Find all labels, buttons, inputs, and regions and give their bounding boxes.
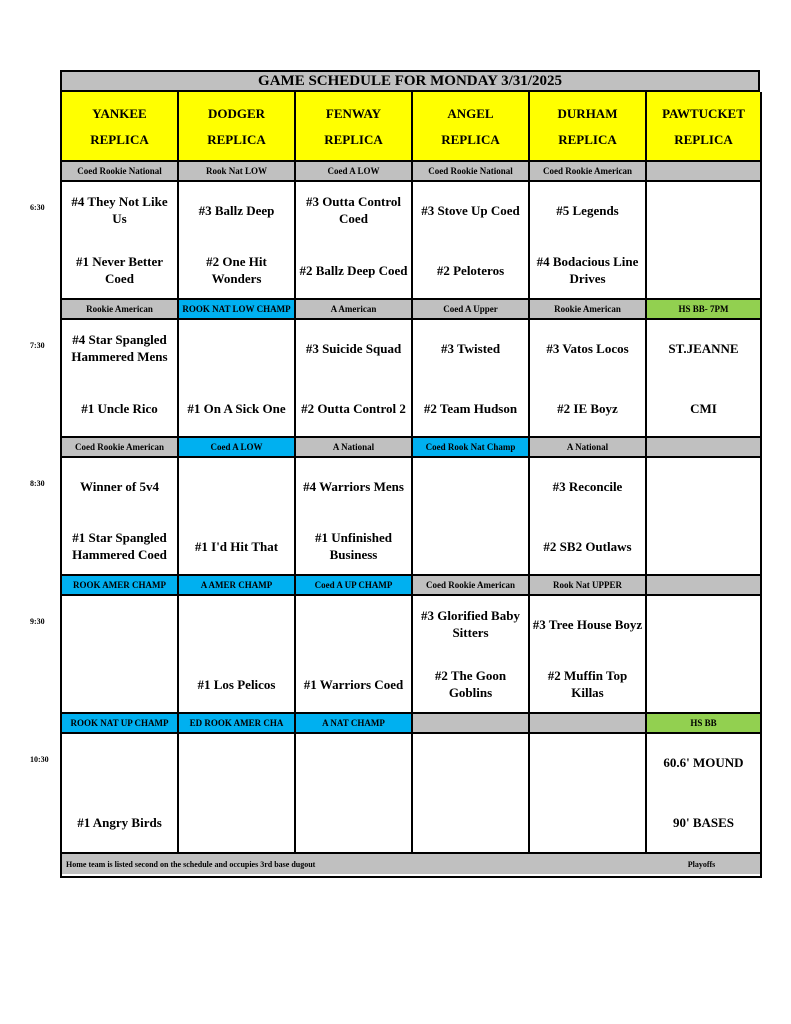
away-team (179, 456, 294, 516)
home-team: #1 Never Better Coed (75, 254, 164, 286)
away-team (62, 732, 177, 792)
away-team: #3 Twisted (440, 340, 501, 356)
away-team: #3 Suicide Squad (305, 340, 402, 356)
away-team: Winner of 5v4 (80, 478, 159, 494)
home-team: #2 SB2 Outlaws (543, 538, 632, 554)
division-label (647, 436, 760, 458)
field-name: FENWAY (325, 106, 382, 121)
game-cell (647, 594, 760, 714)
division-label: Coed A LOW (179, 436, 296, 458)
field-subtitle: REPLICA (558, 132, 617, 147)
home-team: CMI (690, 400, 717, 416)
game-row (62, 318, 760, 438)
field-header (413, 92, 530, 162)
game-cell (62, 318, 179, 438)
game-cell (62, 594, 179, 714)
away-team: #3 Glorified Baby Sitters (421, 608, 520, 640)
away-team (413, 732, 528, 792)
home-team: #4 Bodacious Line Drives (536, 254, 639, 286)
division-row (62, 160, 760, 182)
home-team (647, 240, 760, 300)
game-cell (296, 594, 413, 714)
game-cell (530, 180, 647, 300)
field-name: YANKEE (92, 106, 147, 121)
home-team: #1 Star Spangled Hammered Coed (72, 530, 167, 562)
home-team: #1 Los Pelicos (197, 676, 276, 692)
home-team: #1 I'd Hit That (194, 538, 279, 554)
field-subtitle: REPLICA (207, 132, 266, 147)
division-row (62, 436, 760, 458)
game-cell (179, 318, 296, 438)
division-label: Coed Rookie National (62, 160, 179, 182)
home-team (647, 654, 760, 714)
home-team: #1 On A Sick One (187, 400, 286, 416)
game-cell (413, 456, 530, 576)
home-team: #2 Peloteros (436, 262, 505, 278)
division-label: A National (530, 436, 647, 458)
away-team (179, 732, 294, 792)
home-team: #1 Angry Birds (77, 814, 162, 830)
playoffs-label: Playoffs (687, 859, 716, 869)
away-team (179, 318, 294, 378)
time-slot-label: 8:30 (30, 479, 45, 488)
time-slot-label: 10:30 (30, 755, 49, 764)
game-cell (530, 594, 647, 714)
division-label: Coed A LOW (296, 160, 413, 182)
game-cell (413, 732, 530, 852)
game-row (62, 732, 760, 852)
game-cell (530, 456, 647, 576)
away-team: #3 Vatos Locos (546, 340, 629, 356)
field-subtitle: REPLICA (441, 132, 500, 147)
game-cell (530, 318, 647, 438)
division-label: A AMER CHAMP (179, 574, 296, 596)
game-cell (296, 456, 413, 576)
schedule-title: GAME SCHEDULE FOR MONDAY 3/31/2025 (60, 70, 760, 92)
game-cell (179, 594, 296, 714)
away-team (62, 594, 177, 654)
home-team: #2 Team Hudson (423, 400, 518, 416)
division-label (647, 160, 760, 182)
home-team: #2 Ballz Deep Coed (299, 262, 408, 278)
game-cell (647, 318, 760, 438)
home-team (413, 792, 528, 852)
footer-bar (62, 852, 760, 874)
division-label: ROOK AMER CHAMP (62, 574, 179, 596)
away-team (296, 594, 411, 654)
away-team (647, 594, 760, 654)
game-cell (179, 732, 296, 852)
field-header (530, 92, 647, 162)
away-team: #3 Stove Up Coed (421, 202, 520, 218)
away-team (647, 456, 760, 516)
division-label: A American (296, 298, 413, 320)
home-team: #2 IE Boyz (557, 400, 618, 416)
division-row (62, 574, 760, 596)
home-team: #2 Muffin Top Killas (547, 668, 628, 700)
away-team: #3 Tree House Boyz (532, 616, 643, 632)
game-row (62, 594, 760, 714)
game-cell (62, 180, 179, 300)
schedule-sheet (60, 70, 762, 878)
division-row (62, 298, 760, 320)
division-label: Rook Nat LOW (179, 160, 296, 182)
division-label: ROOK NAT UP CHAMP (62, 712, 179, 734)
away-team: #3 Reconcile (552, 478, 623, 494)
game-row (62, 180, 760, 300)
division-label: A National (296, 436, 413, 458)
field-subtitle: REPLICA (674, 132, 733, 147)
division-label: Coed A UP CHAMP (296, 574, 413, 596)
division-label: Coed Rookie American (530, 160, 647, 182)
away-team: #3 Outta Control Coed (305, 194, 402, 226)
footer-note: Home team is listed second on the schedule and occupies 3rd base dugout (66, 859, 316, 869)
field-header (62, 92, 179, 162)
field-header (296, 92, 413, 162)
division-label: ED ROOK AMER CHA (179, 712, 296, 734)
away-team: #4 Star Spangled Hammered Mens (71, 332, 168, 364)
schedule-grid (60, 92, 762, 878)
away-team: ST.JEANNE (668, 340, 739, 356)
home-team: #1 Warriors Coed (303, 676, 404, 692)
division-label (530, 712, 647, 734)
away-team: 60.6' MOUND (663, 754, 744, 770)
field-header (179, 92, 296, 162)
game-cell (62, 456, 179, 576)
home-team: #2 One Hit Wonders (206, 254, 267, 286)
game-cell (647, 732, 760, 852)
away-team (647, 180, 760, 240)
game-cell (647, 180, 760, 300)
game-row (62, 456, 760, 576)
away-team (296, 732, 411, 792)
division-label: Coed A Upper (413, 298, 530, 320)
away-team (413, 456, 528, 516)
division-label: Rook Nat UPPER (530, 574, 647, 596)
division-label: Rookie American (530, 298, 647, 320)
home-team (647, 516, 760, 576)
time-slot-label: 7:30 (30, 341, 45, 350)
division-label: Coed Rookie American (62, 436, 179, 458)
division-label (413, 712, 530, 734)
home-team: #1 Uncle Rico (81, 400, 158, 416)
division-label: HS BB- 7PM (647, 298, 760, 320)
away-team (530, 732, 645, 792)
field-subtitle: REPLICA (324, 132, 383, 147)
home-team (179, 792, 294, 852)
field-subtitle: REPLICA (90, 132, 149, 147)
away-team: #4 They Not Like Us (71, 194, 168, 226)
division-label: Rookie American (62, 298, 179, 320)
division-label (647, 574, 760, 596)
home-team: #2 The Goon Goblins (434, 668, 507, 700)
field-name: DODGER (207, 106, 266, 121)
home-team (296, 792, 411, 852)
home-team: #2 Outta Control 2 (301, 400, 406, 416)
field-header (647, 92, 760, 162)
game-cell (179, 180, 296, 300)
game-cell (179, 456, 296, 576)
home-team: 90' BASES (672, 814, 735, 830)
away-team: #5 Legends (556, 202, 619, 218)
away-team (179, 594, 294, 654)
game-cell (62, 732, 179, 852)
field-header-row (62, 92, 760, 162)
field-name: ANGEL (447, 106, 494, 121)
game-cell (296, 180, 413, 300)
game-cell (296, 732, 413, 852)
division-label: Coed Rookie National (413, 160, 530, 182)
game-cell (413, 318, 530, 438)
time-slot-label: 6:30 (30, 203, 45, 212)
division-label: Coed Rookie American (413, 574, 530, 596)
division-label: A NAT CHAMP (296, 712, 413, 734)
away-team: #4 Warriors Mens (303, 478, 404, 494)
game-cell (647, 456, 760, 576)
field-name: DURHAM (557, 106, 618, 121)
division-label: Coed Rook Nat Champ (413, 436, 530, 458)
division-label: ROOK NAT LOW CHAMP (179, 298, 296, 320)
game-cell (413, 594, 530, 714)
home-team: #1 Unfinished Business (315, 530, 392, 562)
division-label: HS BB (647, 712, 760, 734)
home-team (413, 516, 528, 576)
field-name: PAWTUCKET (662, 106, 745, 121)
time-slot-label: 9:30 (30, 617, 45, 626)
game-cell (530, 732, 647, 852)
home-team (530, 792, 645, 852)
home-team (62, 654, 177, 714)
game-cell (296, 318, 413, 438)
division-row (62, 712, 760, 734)
game-cell (413, 180, 530, 300)
away-team: #3 Ballz Deep (198, 202, 275, 218)
